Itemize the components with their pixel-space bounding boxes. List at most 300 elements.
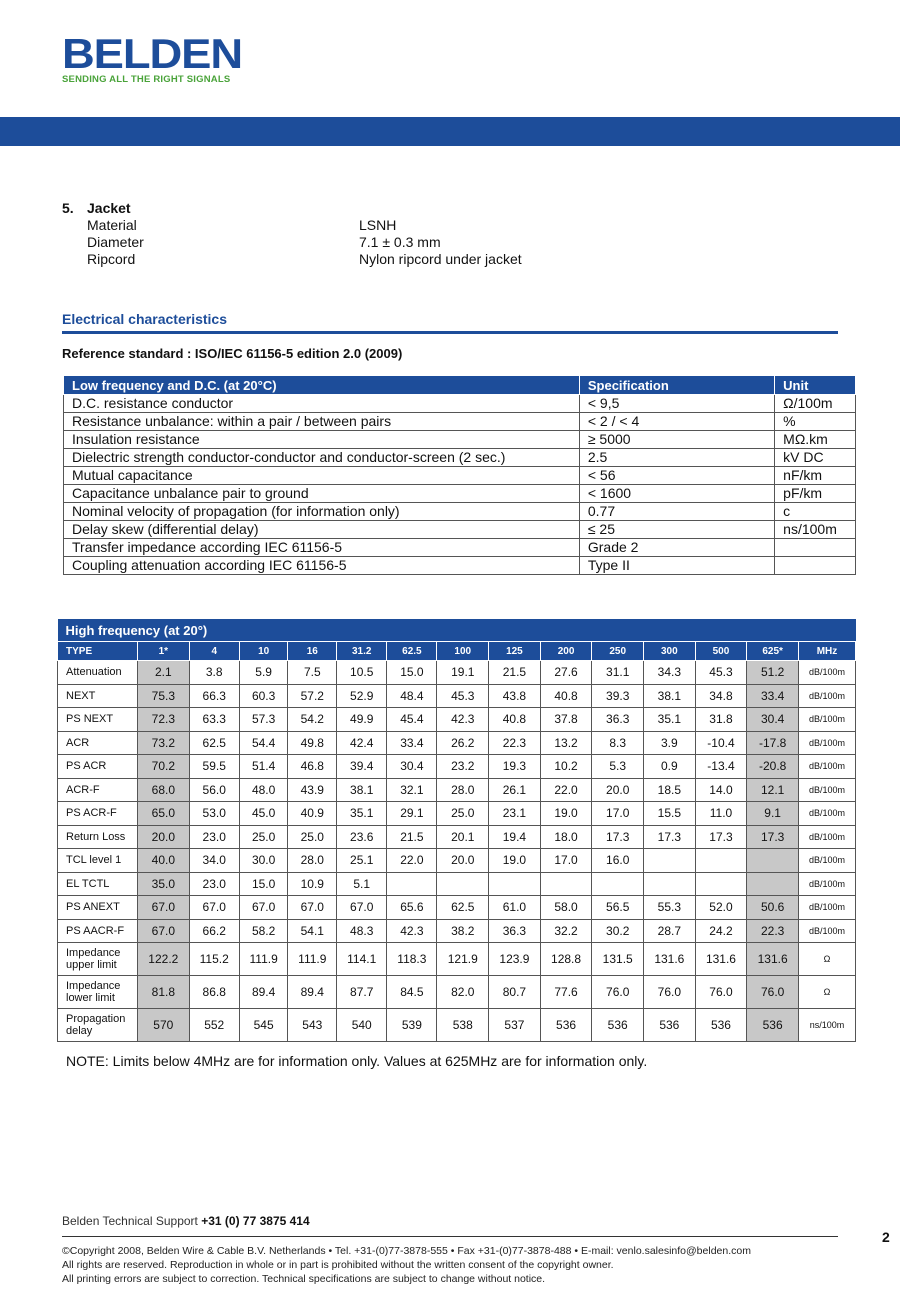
belden-logo	[62, 30, 243, 85]
table-cell: 67.0	[138, 919, 190, 943]
table-cell: 34.3	[644, 661, 696, 685]
table-row	[58, 943, 856, 976]
table-header-row	[58, 642, 856, 661]
table-cell: 76.0	[695, 976, 747, 1009]
table-cell: 45.0	[239, 802, 288, 826]
table-cell: 54.1	[288, 919, 337, 943]
table-cell: Insulation resistance	[64, 431, 580, 449]
table-cell: 38.1	[337, 778, 387, 802]
column-header: MHz	[799, 642, 856, 661]
logo-wordmark: BELDEN	[62, 30, 243, 77]
table-cell: 26.2	[437, 731, 489, 755]
unit-cell: dB/100m	[799, 755, 856, 779]
jacket-label: Ripcord	[87, 251, 136, 267]
low-frequency-table	[63, 375, 856, 575]
table-cell: 36.3	[489, 919, 541, 943]
table-cell: %	[775, 413, 856, 431]
table-cell: 70.2	[138, 755, 190, 779]
section-title: Jacket	[87, 200, 131, 216]
table-row	[64, 485, 856, 503]
technical-support	[62, 1214, 310, 1228]
table-cell: 35.0	[138, 872, 190, 896]
table-cell: 25.0	[437, 802, 489, 826]
table-cell: 552	[189, 1009, 239, 1042]
unit-cell: dB/100m	[799, 802, 856, 826]
jacket-value: Nylon ripcord under jacket	[359, 251, 522, 267]
column-header: Unit	[775, 376, 856, 395]
table-cell: 67.0	[138, 896, 190, 920]
table-cell: 17.3	[644, 825, 696, 849]
table-cell	[437, 872, 489, 896]
table-cell: 14.0	[695, 778, 747, 802]
table-cell: c	[775, 503, 856, 521]
table-cell: Capacitance unbalance pair to ground	[64, 485, 580, 503]
table-cell: 31.8	[695, 708, 747, 732]
unit-cell: dB/100m	[799, 708, 856, 732]
table-row	[58, 755, 856, 779]
table-cell: 131.6	[747, 943, 799, 976]
table-cell: 48.3	[337, 919, 387, 943]
table-cell: 20.0	[592, 778, 644, 802]
table-cell: 11.0	[695, 802, 747, 826]
table-cell: 82.0	[437, 976, 489, 1009]
table-cell: Grade 2	[579, 539, 774, 557]
table-cell: 40.0	[138, 849, 190, 873]
table-cell: 22.0	[387, 849, 437, 873]
table-cell: 67.0	[337, 896, 387, 920]
table-cell: nF/km	[775, 467, 856, 485]
table-cell: 81.8	[138, 976, 190, 1009]
table-row	[58, 976, 856, 1009]
table-cell: 118.3	[387, 943, 437, 976]
column-header: Specification	[579, 376, 774, 395]
jacket-row	[62, 217, 397, 234]
column-header: 250	[592, 642, 644, 661]
column-header: 625*	[747, 642, 799, 661]
unit-cell: dB/100m	[799, 661, 856, 685]
table-cell: Type II	[579, 557, 774, 575]
table-cell: 18.0	[540, 825, 592, 849]
table-cell: 67.0	[239, 896, 288, 920]
table-cell: 58.0	[540, 896, 592, 920]
table-cell	[695, 872, 747, 896]
table-cell	[592, 872, 644, 896]
copyright-block	[62, 1244, 751, 1286]
table-cell	[775, 557, 856, 575]
table-cell: 17.3	[695, 825, 747, 849]
table-row	[64, 521, 856, 539]
table-cell: 42.3	[387, 919, 437, 943]
row-label: PS ACR-F	[58, 802, 138, 826]
unit-cell: dB/100m	[799, 849, 856, 873]
column-header: 62.5	[387, 642, 437, 661]
table-cell: 121.9	[437, 943, 489, 976]
table-cell: D.C. resistance conductor	[64, 395, 580, 413]
table-cell: 21.5	[387, 825, 437, 849]
table-cell: 48.4	[387, 684, 437, 708]
table-cell: 76.0	[592, 976, 644, 1009]
table-cell: 22.3	[747, 919, 799, 943]
table-cell: 39.4	[337, 755, 387, 779]
table-cell: 23.0	[189, 872, 239, 896]
table-cell: 5.9	[239, 661, 288, 685]
table-row	[64, 449, 856, 467]
table-cell: 45.3	[695, 661, 747, 685]
unit-cell: dB/100m	[799, 896, 856, 920]
table-cell: 55.3	[644, 896, 696, 920]
column-header: 500	[695, 642, 747, 661]
row-label: Return Loss	[58, 825, 138, 849]
table-cell: 59.5	[189, 755, 239, 779]
jacket-label: Material	[87, 217, 137, 233]
table-cell: 5.1	[337, 872, 387, 896]
table-cell	[747, 849, 799, 873]
table-cell: 536	[644, 1009, 696, 1042]
table-cell	[387, 872, 437, 896]
table-cell: 67.0	[288, 896, 337, 920]
column-header: 200	[540, 642, 592, 661]
jacket-row	[62, 251, 522, 268]
table-cell: 84.5	[387, 976, 437, 1009]
table-row	[58, 849, 856, 873]
table-cell: 0.9	[644, 755, 696, 779]
table-row	[64, 539, 856, 557]
row-label: TCL level 1	[58, 849, 138, 873]
table-cell: 56.5	[592, 896, 644, 920]
table-cell: 27.6	[540, 661, 592, 685]
table-cell: 68.0	[138, 778, 190, 802]
table-cell: 2.5	[579, 449, 774, 467]
table-cell: 16.0	[592, 849, 644, 873]
table-cell: 73.2	[138, 731, 190, 755]
table-cell: 51.2	[747, 661, 799, 685]
table-cell: -20.8	[747, 755, 799, 779]
table-cell: 57.2	[288, 684, 337, 708]
table-cell: 12.1	[747, 778, 799, 802]
table-row	[58, 731, 856, 755]
table-cell: 49.8	[288, 731, 337, 755]
table-cell: 75.3	[138, 684, 190, 708]
table-cell: 9.1	[747, 802, 799, 826]
copyright-line: All printing errors are subject to correction. Technical specifications are subject to change without notice.	[62, 1273, 546, 1285]
table-cell: 8.3	[592, 731, 644, 755]
table-cell: 26.1	[489, 778, 541, 802]
table-cell: 536	[747, 1009, 799, 1042]
table-cell: 20.1	[437, 825, 489, 849]
table-cell: 32.1	[387, 778, 437, 802]
page-number: 2	[882, 1229, 890, 1245]
table-cell: 5.3	[592, 755, 644, 779]
table-cell: 19.1	[437, 661, 489, 685]
table-cell: 23.6	[337, 825, 387, 849]
unit-cell: dB/100m	[799, 919, 856, 943]
table-cell: 19.3	[489, 755, 541, 779]
table-cell: 48.0	[239, 778, 288, 802]
table-cell: -10.4	[695, 731, 747, 755]
table-cell: 80.7	[489, 976, 541, 1009]
column-header: Low frequency and D.C. (at 20°C)	[64, 376, 580, 395]
footer-divider	[62, 1236, 838, 1237]
table-cell: pF/km	[775, 485, 856, 503]
table-cell: 62.5	[437, 896, 489, 920]
table-cell: 56.0	[189, 778, 239, 802]
table-cell: ≤ 25	[579, 521, 774, 539]
unit-cell: dB/100m	[799, 684, 856, 708]
unit-cell: ns/100m	[799, 1009, 856, 1042]
table-row	[58, 825, 856, 849]
table-cell: 38.1	[644, 684, 696, 708]
table-row	[58, 896, 856, 920]
table-cell: 62.5	[189, 731, 239, 755]
table-cell: 38.2	[437, 919, 489, 943]
table-cell: Dielectric strength conductor-conductor and conductor-screen (2 sec.)	[64, 449, 580, 467]
table-cell: 19.4	[489, 825, 541, 849]
row-label: Impedance lower limit	[58, 976, 138, 1009]
table-cell: Nominal velocity of propagation (for information only)	[64, 503, 580, 521]
table-cell: 20.0	[138, 825, 190, 849]
row-label: Attenuation	[58, 661, 138, 685]
copyright-line: All rights are reserved. Reproduction in whole or in part is prohibited without the written consent of the copyright owner.	[62, 1259, 614, 1271]
column-header: 4	[189, 642, 239, 661]
table-cell: 23.1	[489, 802, 541, 826]
table-cell: 33.4	[747, 684, 799, 708]
table-cell: 20.0	[437, 849, 489, 873]
table-cell: 131.5	[592, 943, 644, 976]
electrical-title: Electrical characteristics	[62, 311, 227, 327]
table-cell: 25.0	[288, 825, 337, 849]
table-cell: 43.8	[489, 684, 541, 708]
table-cell: 66.2	[189, 919, 239, 943]
table-cell: 539	[387, 1009, 437, 1042]
row-label: PS AACR-F	[58, 919, 138, 943]
table-cell: 30.0	[239, 849, 288, 873]
support-phone: +31 (0) 77 3875 414	[201, 1214, 310, 1228]
table-cell	[489, 872, 541, 896]
table-cell: 52.9	[337, 684, 387, 708]
table-caption: High frequency (at 20°)	[58, 619, 856, 642]
table-cell: 89.4	[288, 976, 337, 1009]
table-row	[58, 708, 856, 732]
row-label: EL TCTL	[58, 872, 138, 896]
table-cell: 54.2	[288, 708, 337, 732]
section-divider	[62, 331, 838, 334]
row-label: PS ANEXT	[58, 896, 138, 920]
table-cell: 15.0	[239, 872, 288, 896]
support-label: Belden Technical Support	[62, 1214, 198, 1228]
table-cell: 25.0	[239, 825, 288, 849]
column-header: 300	[644, 642, 696, 661]
table-cell: 65.6	[387, 896, 437, 920]
table-cell: 10.2	[540, 755, 592, 779]
table-cell: 42.4	[337, 731, 387, 755]
column-header: 125	[489, 642, 541, 661]
table-cell: 33.4	[387, 731, 437, 755]
table-cell: 23.0	[189, 825, 239, 849]
table-cell: 45.4	[387, 708, 437, 732]
table-cell: 76.0	[747, 976, 799, 1009]
table-cell: 30.4	[747, 708, 799, 732]
table-cell: 0.77	[579, 503, 774, 521]
table-cell: 58.2	[239, 919, 288, 943]
jacket-row	[62, 234, 441, 251]
table-cell: 34.8	[695, 684, 747, 708]
jacket-heading	[62, 200, 131, 217]
table-cell	[540, 872, 592, 896]
table-cell: Resistance unbalance: within a pair / between pairs	[64, 413, 580, 431]
unit-cell: dB/100m	[799, 778, 856, 802]
high-frequency-table	[57, 619, 856, 1042]
table-cell: 536	[592, 1009, 644, 1042]
table-cell: 570	[138, 1009, 190, 1042]
table-cell: 536	[540, 1009, 592, 1042]
row-label: NEXT	[58, 684, 138, 708]
table-cell: 34.0	[189, 849, 239, 873]
table-cell: 543	[288, 1009, 337, 1042]
table-cell: < 9,5	[579, 395, 774, 413]
table-cell	[644, 849, 696, 873]
table-cell	[644, 872, 696, 896]
table-cell: 77.6	[540, 976, 592, 1009]
table-cell: 10.5	[337, 661, 387, 685]
table-cell: 76.0	[644, 976, 696, 1009]
table-cell: 86.8	[189, 976, 239, 1009]
table-header-row	[64, 376, 856, 395]
table-row	[58, 778, 856, 802]
table-cell: 17.0	[592, 802, 644, 826]
table-cell: 7.5	[288, 661, 337, 685]
column-header: 16	[288, 642, 337, 661]
table-cell: < 1600	[579, 485, 774, 503]
copyright-line: ©Copyright 2008, Belden Wire & Cable B.V. Netherlands • Tel. +31-(0)77-3878-555 • Fax +31-(0)77-3878-488 • E-mail: venlo.salesinfo@belden.com	[62, 1245, 751, 1257]
table-cell: 19.0	[489, 849, 541, 873]
table-cell: 37.8	[540, 708, 592, 732]
table-cell: 23.2	[437, 755, 489, 779]
table-cell: 17.0	[540, 849, 592, 873]
table-cell: < 56	[579, 467, 774, 485]
row-label: PS NEXT	[58, 708, 138, 732]
table-row	[58, 802, 856, 826]
table-cell: 35.1	[644, 708, 696, 732]
table-cell: Delay skew (differential delay)	[64, 521, 580, 539]
column-header: 31.2	[337, 642, 387, 661]
table-cell: 28.7	[644, 919, 696, 943]
table-cell: 18.5	[644, 778, 696, 802]
table-cell: 52.0	[695, 896, 747, 920]
table-cell: 31.1	[592, 661, 644, 685]
table-cell: 3.9	[644, 731, 696, 755]
table-row	[58, 661, 856, 685]
table-cell: 66.3	[189, 684, 239, 708]
table-cell: 87.7	[337, 976, 387, 1009]
column-header: 100	[437, 642, 489, 661]
table-cell: 72.3	[138, 708, 190, 732]
table-cell: Transfer impedance according IEC 61156-5	[64, 539, 580, 557]
table-cell: 35.1	[337, 802, 387, 826]
table-row	[58, 872, 856, 896]
jacket-label: Diameter	[87, 234, 144, 250]
table-cell: 15.5	[644, 802, 696, 826]
table-cell: 111.9	[239, 943, 288, 976]
table-cell: 128.8	[540, 943, 592, 976]
table-cell: 28.0	[437, 778, 489, 802]
row-label: Impedance upper limit	[58, 943, 138, 976]
table-cell: 40.8	[540, 684, 592, 708]
table-cell: 29.1	[387, 802, 437, 826]
table-row	[64, 557, 856, 575]
table-cell: 21.5	[489, 661, 541, 685]
table-cell: 537	[489, 1009, 541, 1042]
column-header: TYPE	[58, 642, 138, 661]
table-cell: 57.3	[239, 708, 288, 732]
table-cell: Coupling attenuation according IEC 61156-5	[64, 557, 580, 575]
table-cell: 115.2	[189, 943, 239, 976]
table-cell: -17.8	[747, 731, 799, 755]
table-cell: Ω/100m	[775, 395, 856, 413]
table-cell: 54.4	[239, 731, 288, 755]
unit-cell: dB/100m	[799, 872, 856, 896]
table-cell: 45.3	[437, 684, 489, 708]
table-cell: 40.8	[489, 708, 541, 732]
table-cell	[695, 849, 747, 873]
jacket-value: 7.1 ± 0.3 mm	[359, 234, 441, 250]
table-row	[58, 919, 856, 943]
table-cell: 61.0	[489, 896, 541, 920]
table-cell: 63.3	[189, 708, 239, 732]
table-cell: 53.0	[189, 802, 239, 826]
table-cell: 40.9	[288, 802, 337, 826]
row-label: Propagation delay	[58, 1009, 138, 1042]
table-cell: 123.9	[489, 943, 541, 976]
table-row	[64, 503, 856, 521]
table-cell: 39.3	[592, 684, 644, 708]
jacket-value: LSNH	[359, 217, 397, 233]
table-cell: 3.8	[189, 661, 239, 685]
row-label: ACR	[58, 731, 138, 755]
column-header: 10	[239, 642, 288, 661]
unit-cell: dB/100m	[799, 825, 856, 849]
table-cell: MΩ.km	[775, 431, 856, 449]
table-cell: Mutual capacitance	[64, 467, 580, 485]
table-cell: 28.0	[288, 849, 337, 873]
column-header: 1*	[138, 642, 190, 661]
table-cell: 30.4	[387, 755, 437, 779]
table-cell: 30.2	[592, 919, 644, 943]
table-cell: 49.9	[337, 708, 387, 732]
table-row	[64, 467, 856, 485]
table-cell: 13.2	[540, 731, 592, 755]
table-cell: 10.9	[288, 872, 337, 896]
table-cell	[775, 539, 856, 557]
table-cell: 122.2	[138, 943, 190, 976]
table-cell: 545	[239, 1009, 288, 1042]
section-number: 5.	[62, 200, 74, 216]
table-row	[64, 431, 856, 449]
table-cell: 32.2	[540, 919, 592, 943]
unit-cell: Ω	[799, 943, 856, 976]
table-row	[64, 413, 856, 431]
table-row	[64, 395, 856, 413]
table-row	[58, 684, 856, 708]
table-cell	[747, 872, 799, 896]
table-cell: 65.0	[138, 802, 190, 826]
row-label: PS ACR	[58, 755, 138, 779]
table-cell: 50.6	[747, 896, 799, 920]
table-cell: 67.0	[189, 896, 239, 920]
table-cell: 111.9	[288, 943, 337, 976]
table-cell: 536	[695, 1009, 747, 1042]
table-cell: 24.2	[695, 919, 747, 943]
table-cell: 22.3	[489, 731, 541, 755]
